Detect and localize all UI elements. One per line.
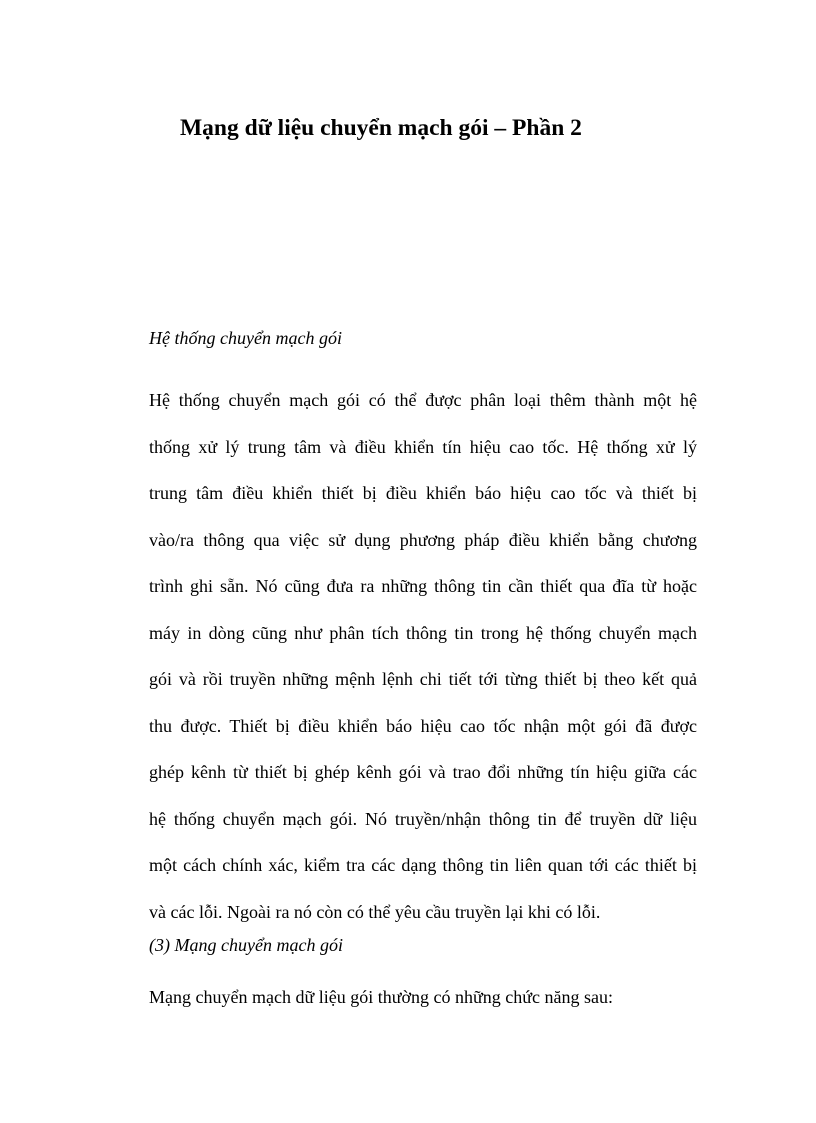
paragraph-line: máy in dòng cũng như phân tích thông tin trong hệ thống chuyển mạch bbox=[149, 622, 697, 643]
paragraph-line: trình ghi sẵn. Nó cũng đưa ra những thông tin cần thiết qua đĩa từ hoặc bbox=[149, 576, 697, 596]
section-intro-text: Mạng chuyển mạch dữ liệu gói thường có những chức năng sau: bbox=[149, 987, 613, 1007]
paragraph-line: hệ thống chuyển mạch gói. Nó truyền/nhận thông tin để truyền dữ liệu bbox=[149, 808, 697, 829]
section-heading-packet-switching-system: Hệ thống chuyển mạch gói bbox=[149, 328, 342, 348]
paragraph-line: thống xử lý trung tâm và điều khiển tín hiệu cao tốc. Hệ thống xử lý bbox=[149, 436, 697, 457]
page-title: Mạng dữ liệu chuyển mạch gói – Phần 2 bbox=[180, 115, 582, 141]
paragraph-line: và các lỗi. Ngoài ra nó còn có thể yêu cầu truyền lại khi có lỗi. bbox=[149, 901, 601, 922]
paragraph-line: trung tâm điều khiển thiết bị điều khiển báo hiệu cao tốc và thiết bị bbox=[149, 483, 697, 503]
paragraph-line: vào/ra thông qua việc sử dụng phương pháp điều khiển bằng chương bbox=[149, 529, 697, 550]
paragraph-line: một cách chính xác, kiểm tra các dạng thông tin liên quan tới các thiết bị bbox=[149, 855, 697, 875]
paragraph-line: gói và rồi truyền những mệnh lệnh chi tiết tới từng thiết bị theo kết quả bbox=[149, 669, 697, 689]
paragraph-line: thu được. Thiết bị điều khiển báo hiệu cao tốc nhận một gói đã được bbox=[149, 715, 697, 736]
paragraph-line: ghép kênh từ thiết bị ghép kênh gói và trao đổi những tín hiệu giữa các bbox=[149, 762, 697, 782]
section-heading-packet-switching-network: (3) Mạng chuyển mạch gói bbox=[149, 935, 343, 955]
body-paragraph bbox=[149, 377, 697, 935]
paragraph-line: Hệ thống chuyển mạch gói có thể được phân loại thêm thành một hệ bbox=[149, 390, 697, 410]
